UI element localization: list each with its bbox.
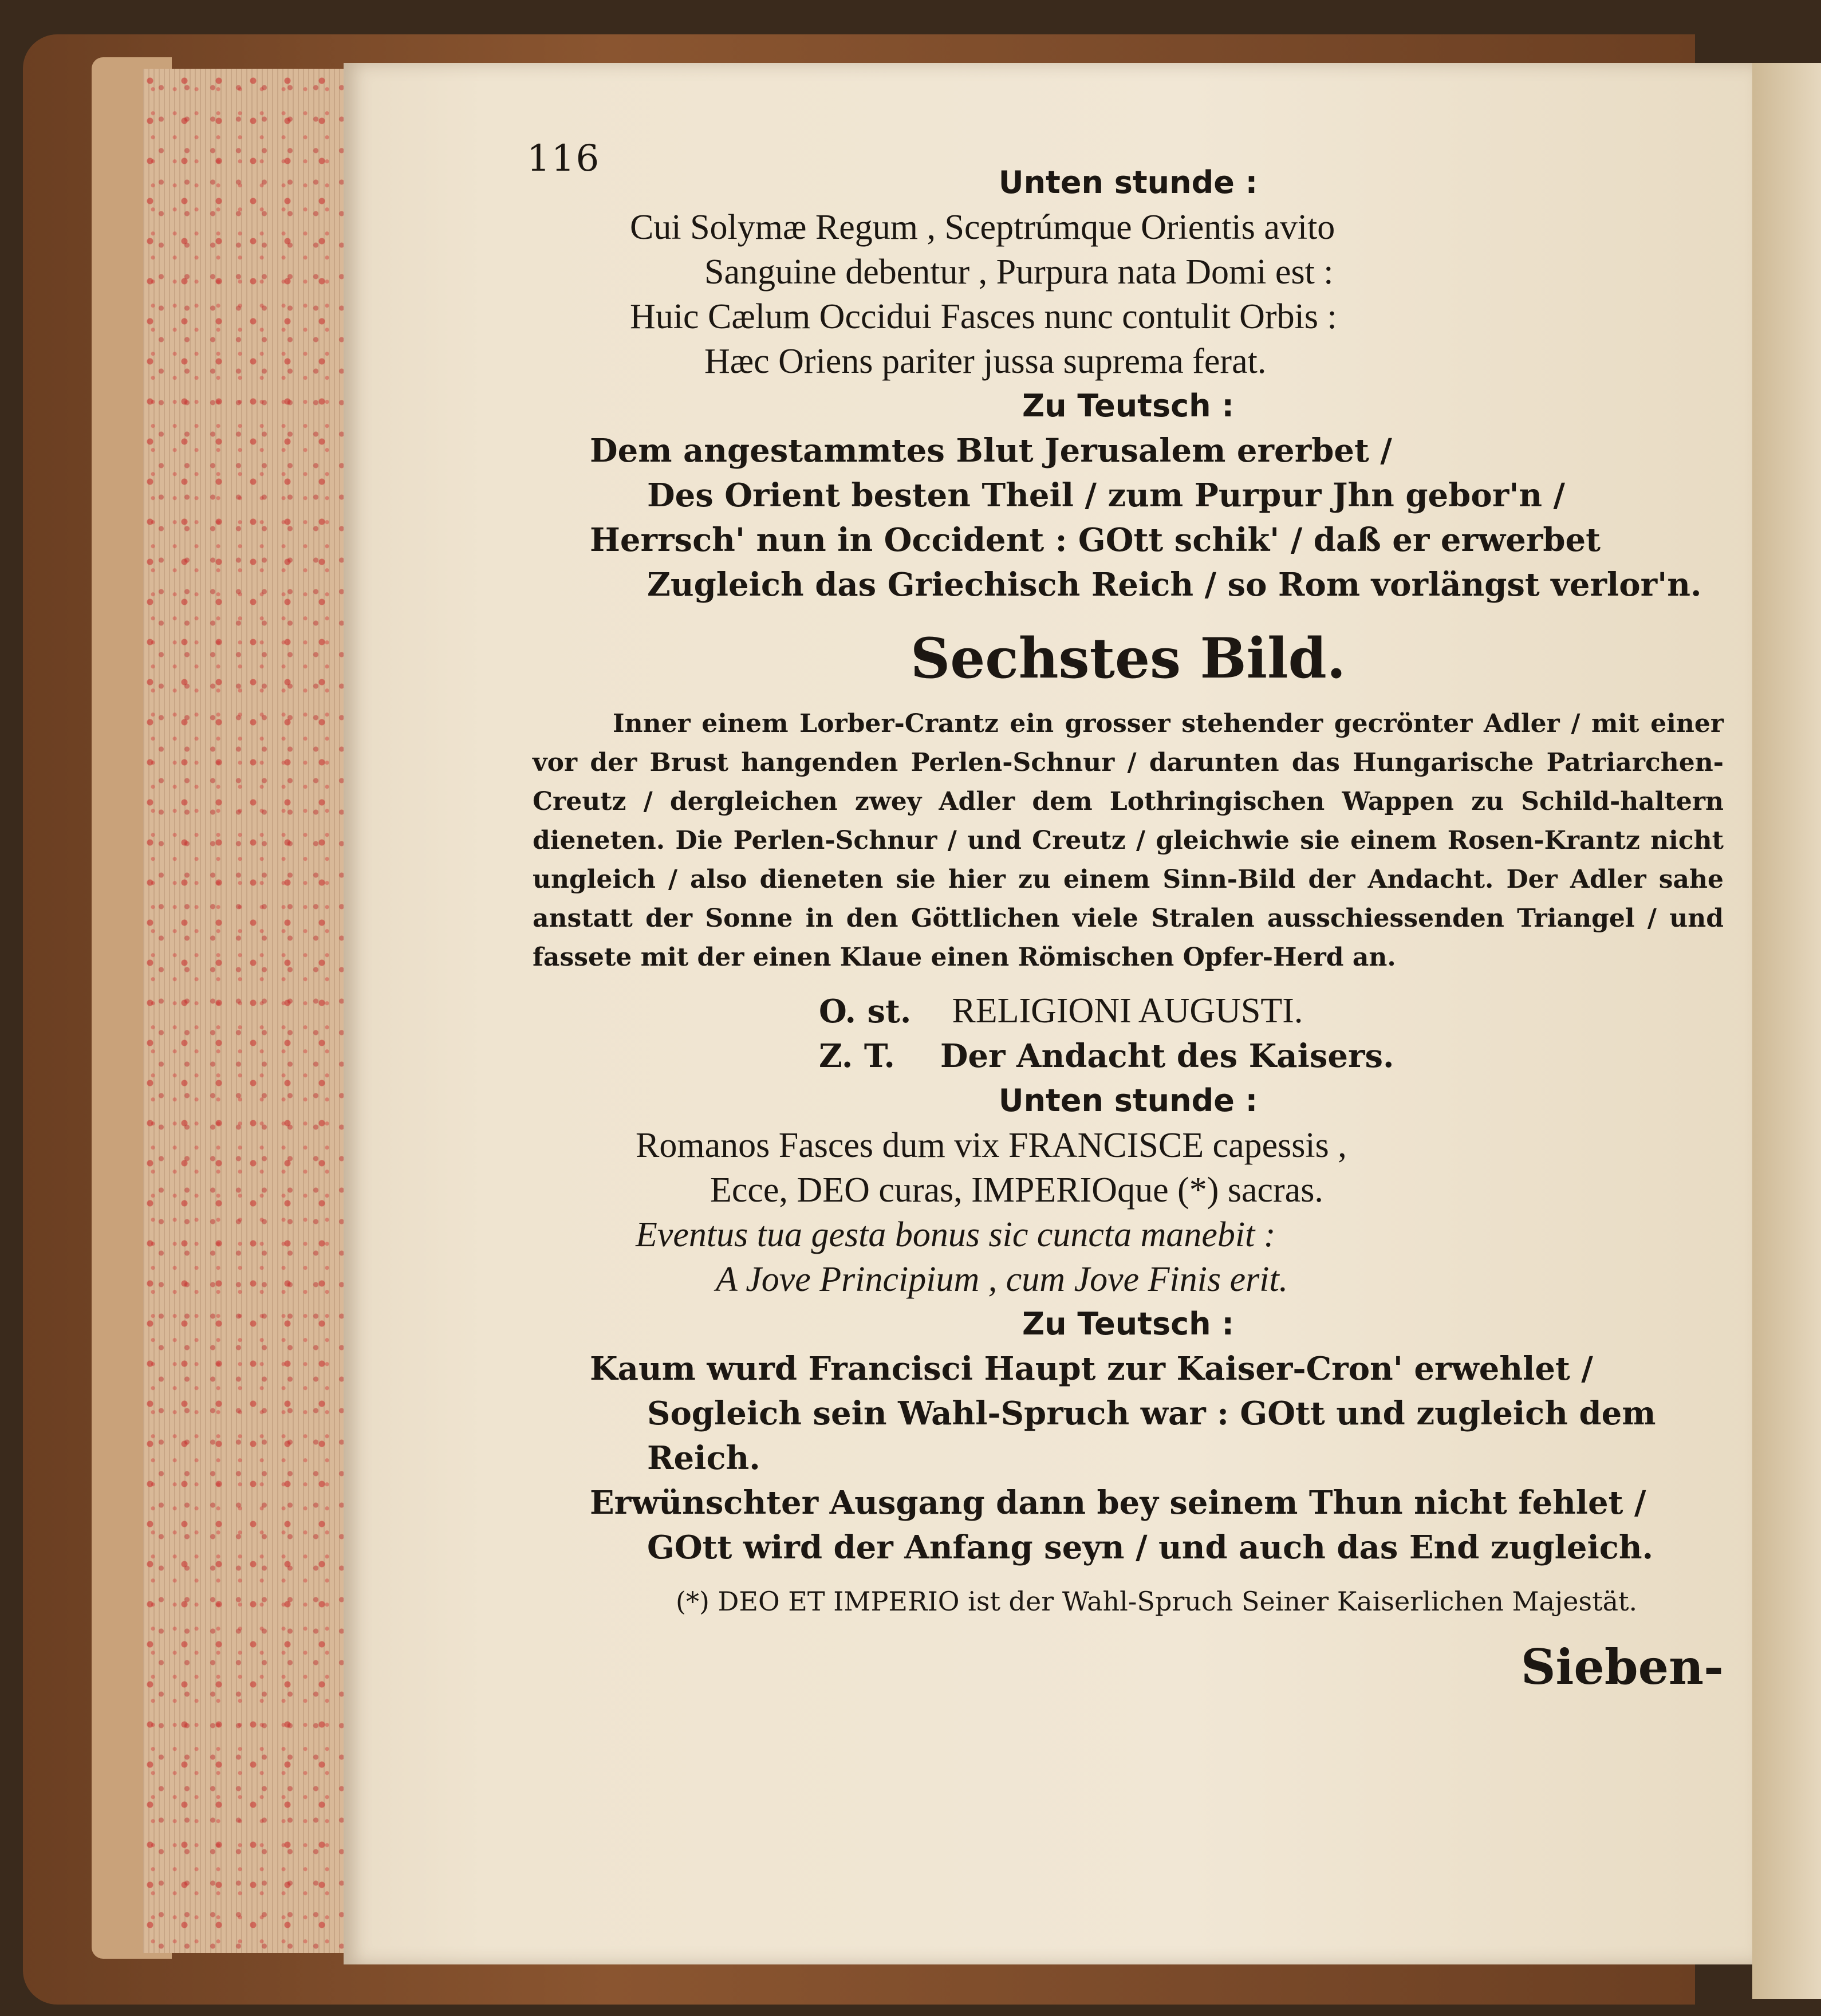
motto-prefix-1: O. st. bbox=[819, 993, 912, 1030]
motto-line-2 bbox=[533, 1034, 1724, 1078]
block2-german-heading: Zu Teutsch : bbox=[1022, 1306, 1234, 1342]
block1-german-line-4: Zugleich das Griechisch Reich / so Rom vorlängst verlor'n. bbox=[647, 566, 1702, 604]
block1-german-line-1: Dem angestammtes Blut Jerusalem ererbet / bbox=[590, 432, 1392, 470]
block1-german-line-3: Herrsch' nun in Occident : GOtt schik' / daß er erwerbet bbox=[590, 521, 1601, 559]
block2-latin-line-3: Eventus tua gesta bonus sic cuncta manebit : bbox=[636, 1215, 1276, 1254]
block2-german-line-1: Kaum wurd Francisci Haupt zur Kaiser-Cron' erwehlet / bbox=[590, 1350, 1593, 1388]
block2-german-line-2: Sogleich sein Wahl-Spruch war : GOtt und zugleich dem bbox=[647, 1395, 1656, 1432]
block1-heading: Unten stunde : bbox=[998, 164, 1258, 200]
block2-german-line-4: Erwünschter Ausgang dann bey seinem Thun nicht fehlet / bbox=[590, 1484, 1646, 1522]
catchword: Sieben- bbox=[1520, 1639, 1724, 1695]
block2-german-line-3: Reich. bbox=[647, 1439, 760, 1477]
block2-latin-line-4: A Jove Principium , cum Jove Finis erit. bbox=[716, 1260, 1288, 1299]
block2-german-line-5: GOtt wird der Anfang seyn / und auch das End zugleich. bbox=[647, 1529, 1654, 1566]
block1-latin-line-4: Hæc Oriens pariter jussa suprema ferat. bbox=[704, 342, 1267, 381]
motto-text-1: RELIGIONI AUGUSTI. bbox=[952, 991, 1303, 1030]
block2-latin-line-1: Romanos Fasces dum vix FRANCISCE capessis , bbox=[636, 1126, 1347, 1165]
block2-heading: Unten stunde : bbox=[998, 1082, 1258, 1119]
printed-page bbox=[344, 63, 1752, 1964]
footnote: (*) DEO ET IMPERIO ist der Wahl-Spruch Seiner Kaiserlichen Majestät. bbox=[676, 1586, 1638, 1617]
motto-prefix-2: Z. T. bbox=[819, 1037, 895, 1075]
block1-latin-line-1: Cui Solymæ Regum , Sceptrúmque Orientis avito bbox=[630, 208, 1335, 247]
section-title: Sechstes Bild. bbox=[910, 626, 1346, 691]
page-number: 116 bbox=[527, 137, 601, 180]
motto-line-1 bbox=[533, 989, 1724, 1034]
motto-text-2: Der Andacht des Kaisers. bbox=[940, 1037, 1394, 1075]
page-content bbox=[527, 137, 1724, 1695]
block1-german-heading: Zu Teutsch : bbox=[1022, 388, 1234, 424]
page-block-edge bbox=[143, 69, 349, 1953]
block1-latin-line-3: Huic Cælum Occidui Fasces nunc contulit Orbis : bbox=[630, 297, 1337, 336]
block1-latin-line-2: Sanguine debentur , Purpura nata Domi est : bbox=[704, 253, 1334, 292]
facing-page-edge bbox=[1752, 63, 1821, 1999]
block1-german-line-2: Des Orient besten Theil / zum Purpur Jhn gebor'n / bbox=[647, 477, 1565, 514]
block2-latin-line-2: Ecce, DEO curas, IMPERIOque (*) sacras. bbox=[710, 1171, 1323, 1210]
description-paragraph: Inner einem Lorber-Crantz ein grosser stehender gecrönter Adler / mit einer vor der Brust hangenden Perlen-Schnur / darunten das Hungarische Patriarchen-Creutz / dergleichen zwey Adler dem Lothringischen Wappen zu Schild-haltern dieneten. Die Perlen-Schnur / und Creutz / gleichwie sie einem Rosen-Krantz nicht ungleich / also dieneten sie hier zu einem Sinn-Bild der Andacht. Der Adler sahe anstatt der Sonne in den Göttlichen viele Stralen ausschiessenden Triangel / und fassete mit der einen Klaue einen Römischen Opfer-Herd an. bbox=[533, 709, 1724, 972]
